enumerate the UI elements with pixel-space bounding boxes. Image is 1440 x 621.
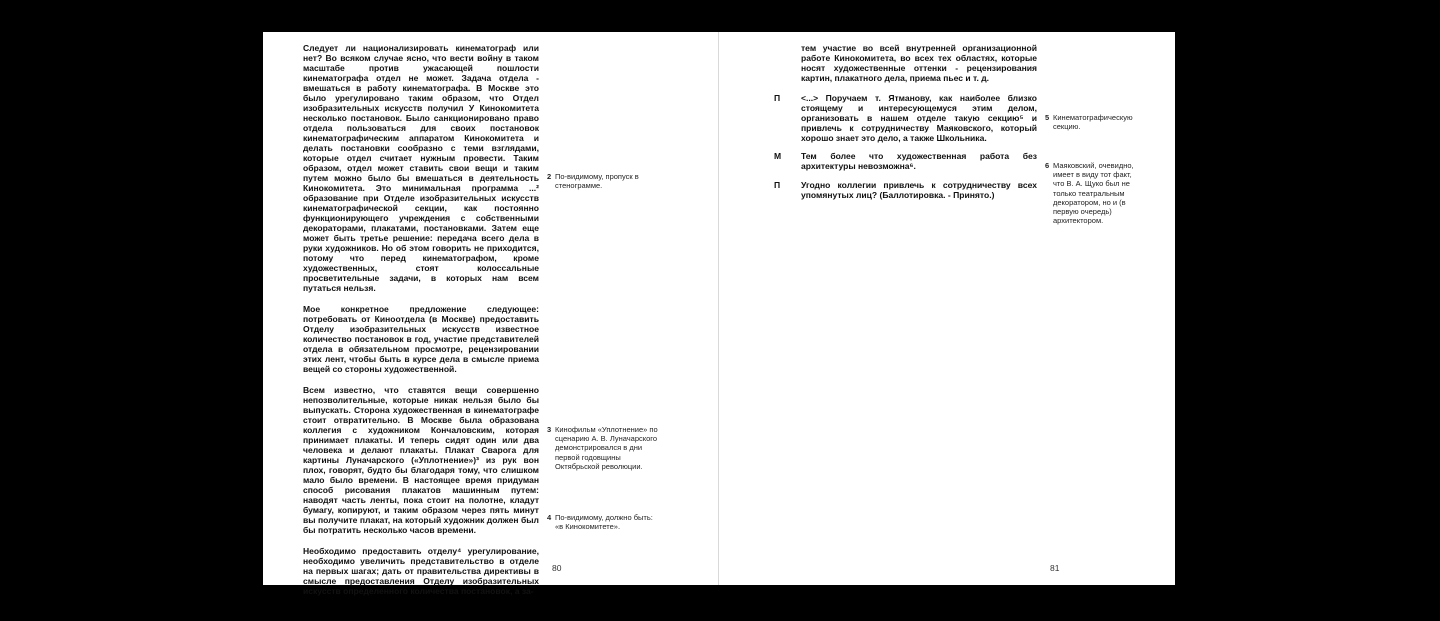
speaker-label: М	[774, 151, 782, 161]
speech-text: Тем более что художественная работа без архитектуры невозможна⁶.	[801, 151, 1037, 171]
footnote-number: 3	[547, 425, 552, 434]
footnote-2	[547, 172, 639, 191]
paragraph: Всем известно, что ставятся вещи совершенно непозволительные, которые никак нельзя было бы выпускать. Сторона художественная в кинематографе стоит отвратительно. В Москве была образована коллегия с художником Кончаловским, которая принимает плакаты. И теперь сидят один или два человека и делают плакаты. Плакат Сварога для картины Луначарского («Уплотнение»)³ из рук вон плох, говорят, будто бы благодаря тому, что слишком мало было времени. В настоящее время придуман способ рисования плакатов машинным путем: наводят часть ленты, пока стоит на полотне, кладут бумагу, копируют, и таким образом через пять минут вы получите плакат, на который художник должен был бы потратить несколько часов времени.	[303, 385, 539, 535]
speaker-label: П	[774, 180, 781, 190]
footnote-4	[547, 513, 659, 532]
footnote-number: 2	[547, 172, 552, 181]
speech-entry	[719, 151, 1049, 175]
footnote-number: 6	[1045, 161, 1050, 170]
page-number: 80	[552, 563, 562, 573]
footnote-6	[1045, 161, 1143, 226]
footnote-3	[547, 425, 659, 471]
footnote-text: По-видимому, должно быть: «в Кинокомитете».	[555, 513, 653, 532]
footnote-text: Кинофильм «Уплотнение» по сценарию А. В. Луначарского демонстрировался в дни первой годовщины Октябрьской революции.	[555, 425, 658, 471]
left-main-column	[303, 43, 539, 607]
speech-text: Угодно коллегии привлечь к сотрудничеству всех упомянутых лиц? (Баллотировка. - Принято.)	[801, 180, 1037, 200]
footnote-text: Кинематографическую секцию.	[1053, 113, 1133, 132]
page-number: 81	[1050, 563, 1060, 573]
speech-entry	[719, 93, 1049, 143]
speech-entry	[719, 180, 1049, 204]
speech-text: <...> Поручаем т. Ятманову, как наиболее близко стоящему и интересующемуся этим делом, организовать в нашем отделе такую секцию⁵ и привлечь к сотрудничеству Маяковского, который хорошо знает это дело, а также Школьника.	[801, 93, 1037, 143]
paragraph: Следует ли национализировать кинематограф или нет? Во всяком случае ясно, что вести войну в таком масштабе против ужасающей пошлости кинематографа отдел не может. Задача отдела - вмешаться в работу кинематографа. В Москве это было урегулировано таким образом, что Отдел изобразительных искусств получил У Кинокомитета несколько постановок. Было санкционировано право отдела пользоваться для своих постановок кинематографическим аппаратом Кинокомитета и делать постановки сообразно с теми взглядами, которые отдел считает нужным провести. Таким образом, отдел может ставить свои вещи и таким путем можно было бы вмешаться в деятельность Кинокомитета. Это минимальная программа ...² образование при Отделе изобразительных искусств кинематографической секции, как постоянно функционирующего учреждения с собственными декораторами, плакатами, постановками. Затем еще может быть третье решение: передача всего дела в руки художников. Но об этом говорить не приходится, потому что перед кинематографом, кроме художественных, стоят колоссальные просветительные задачи, в которых нам всем путаться нельзя.	[303, 43, 539, 293]
right-page	[719, 32, 1175, 585]
footnote-5	[1045, 113, 1143, 132]
paragraph: Мое конкретное предложение следующее: потребовать от Киноотдела (в Москве) предоставить Отделу изобразительных искусств известное количество постановок в год, участие представителей отдела в обязательном просмотре, рецензировании этих лент, чтобы быть в курсе дела в смысле приема вещей со стороны художественной.	[303, 304, 539, 374]
footnote-number: 5	[1045, 113, 1050, 122]
footnote-text: По-видимому, пропуск в стенограмме.	[555, 172, 639, 191]
footnote-number: 4	[547, 513, 552, 522]
speaker-label: П	[774, 93, 781, 103]
footnote-text: Маяковский, очевидно, имеет в виду тот факт, что В. А. Щуко был не только театральным декоратором, но и (в первую очередь) архитектором.	[1053, 161, 1134, 226]
left-page	[263, 32, 718, 596]
paragraph: Необходимо предоставить отделу⁴ урегулирование, необходимо увеличить представительство в отделе на первых шагах; дать от правительства директивы в смысле предоставления Отделу изобразительных искусств определенного количества постановок, а за-	[303, 546, 539, 596]
right-intro-text: тем участие во всей внутренней организационной работе Кинокомитета, во всех тех областях, которые носят художественные оттенки - рецензирования картин, плакатного дела, приема пьес и т. д.	[801, 43, 1037, 83]
